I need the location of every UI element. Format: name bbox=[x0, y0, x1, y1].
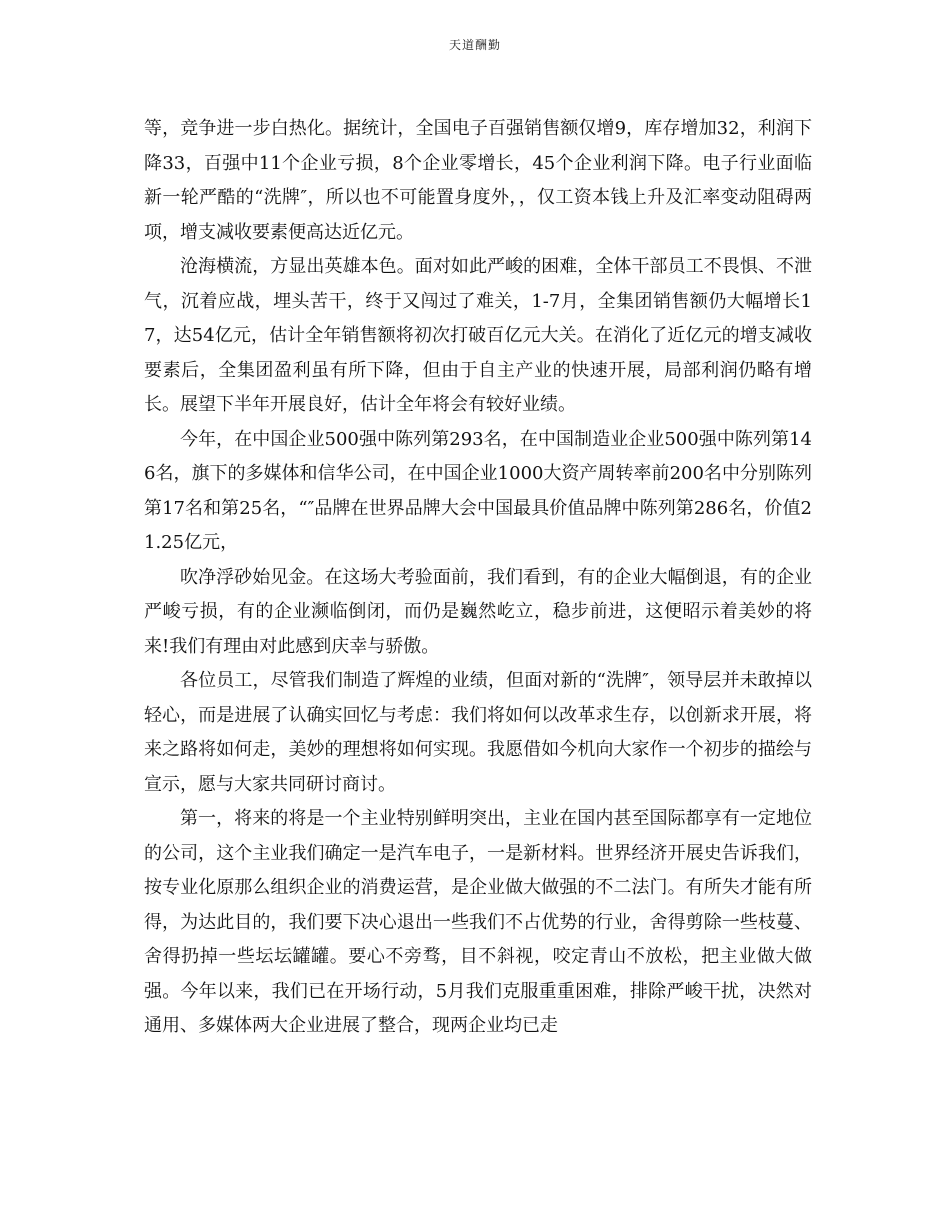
page-header: 天道酬勤 bbox=[448, 38, 501, 52]
document-body bbox=[144, 112, 812, 1044]
paragraph-4: 吹净浮砂始见金。在这场大考验面前，我们看到，有的企业大幅倒退，有的企业严峻亏损，有的企业濒临倒闭，而仍是巍然屹立，稳步前进，这便昭示着美妙的将来!我们有理由对此感到庆幸与骄傲。 bbox=[144, 566, 812, 657]
paragraph-2: 沧海横流，方显出英雄本色。面对如此严峻的困难，全体干部员工不畏惧、不泄气，沉着应战，埋头苦干，终于又闯过了难关，1-7月，全集团销售额仍大幅增长17，达54亿元，估计全年销售额将初次打破百亿元大关。在消化了近亿元的增支减收要素后，全集团盈利虽有所下降，但由于自主产业的快速开展，局部利润仍略有增长。展望下半年开展良好，估计全年将会有较好业绩。 bbox=[144, 256, 812, 415]
paragraph-6: 第一，将来的将是一个主业特别鲜明突出，主业在国内甚至国际都享有一定地位的公司，这个主业我们确定一是汽车电子，一是新材料。世界经济开展史告诉我们，按专业化原那么组织企业的消费运营，是企业做大做强的不二法门。有所失才能有所得，为达此目的，我们要下决心退出一些我们不占优势的行业，舍得剪除一些枝蔓、舍得扔掉一些坛坛罐罐。要心不旁骛，目不斜视，咬定青山不放松，把主业做大做强。今年以来，我们已在开场行动，5月我们克服重重困难，排除严峻干扰，决然对通用、多媒体两大企业进展了整合，现两企业均已走 bbox=[144, 808, 812, 1036]
paragraph-5: 各位员工，尽管我们制造了辉煌的业绩，但面对新的“洗牌″，领导层并未敢掉以轻心，而是进展了认确实回忆与考虑：我们将如何以改革求生存，以创新求开展，将来之路将如何走，美妙的理想将如何实现。我愿借如今机向大家作一个初步的描绘与宣示，愿与大家共同研讨商讨。 bbox=[144, 670, 812, 795]
paragraph-1: 等，竞争进一步白热化。据统计，全国电子百强销售额仅增9，库存增加32，利润下降33，百强中11个企业亏损，8个企业零增长，45个企业利润下降。电子行业面临新一轮严酷的“洗牌″，所以也不可能置身度外，，仅工资本钱上升及汇率变动阻碍两项，增支减收要素便高达近亿元。 bbox=[144, 118, 812, 243]
paragraph-3: 今年，在中国企业500强中陈列第293名，在中国制造业企业500强中陈列第146名，旗下的多媒体和信华公司，在中国企业1000大资产周转率前200名中分别陈列第17名和第25名，“″品牌在世界品牌大会中国最具价值品牌中陈列第286名，价值21.25亿元， bbox=[144, 428, 812, 553]
